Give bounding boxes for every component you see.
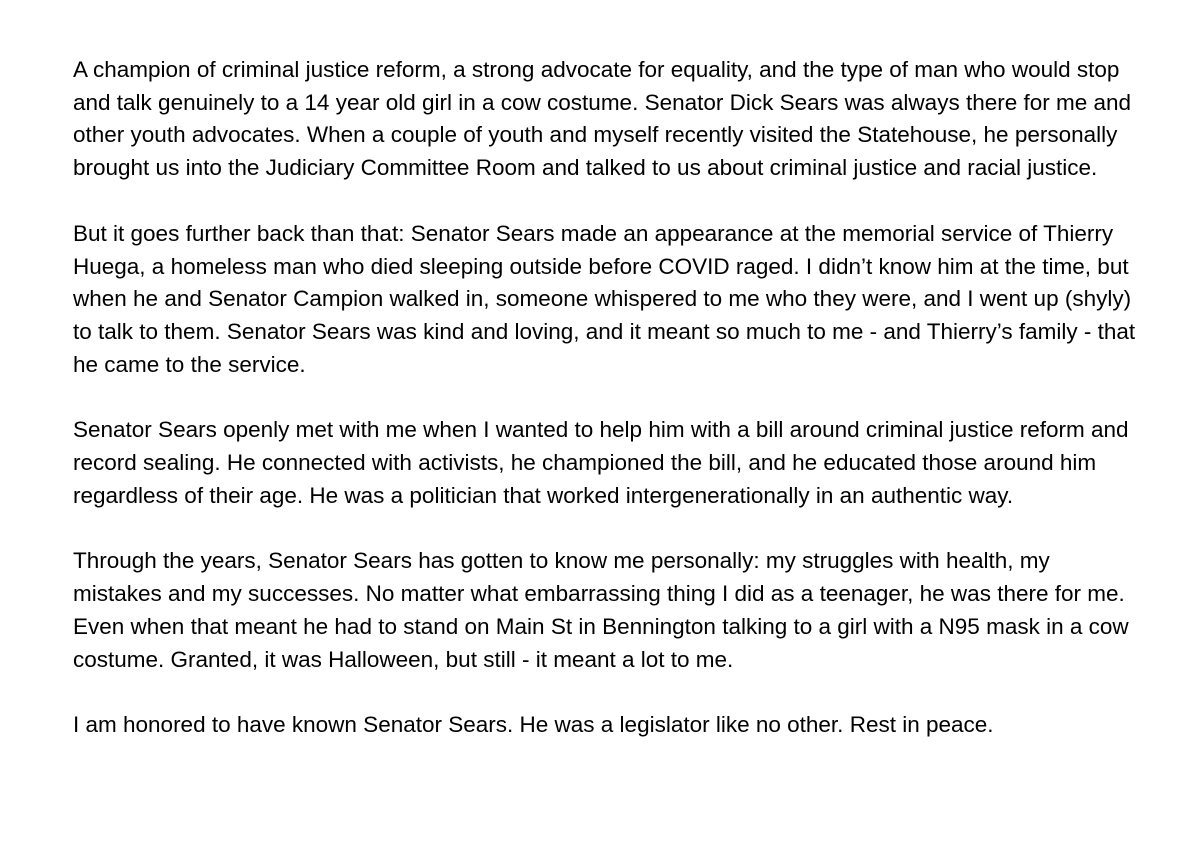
paragraph-4: Through the years, Senator Sears has gotten to know me personally: my struggles with health, my mistakes and my successes. No matter what embarrassing thing I did as a teenager, he was there for me. Even when that meant he had to stand on Main St in Bennington talking to a girl with a N95 mask in a cow costume. Granted, it was Halloween, but still - it meant a lot to me. — [73, 548, 1129, 672]
paragraph-2: But it goes further back than that: Senator Sears made an appearance at the memorial service of Thierry Huega, a homeless man who died sleeping outside before COVID raged. I didn’t know him at the time, but when he and Senator Campion walked in, someone whispered to me who they were, and I went up (shyly) to talk to them. Senator Sears was kind and loving, and it meant so much to me - and Thierry’s family - that he came to the service. — [73, 220, 1136, 377]
paragraph-1: A champion of criminal justice reform, a strong advocate for equality, and the type of man who would stop and talk genuinely to a 14 year old girl in a cow costume. Senator Dick Sears was always there for me and other youth advocates. When a couple of youth and myself recently visited the Statehouse, he personally brought us into the Judiciary Committee Room and talked to us about criminal justice and racial justice. — [73, 57, 1132, 181]
paragraph-5: I am honored to have known Senator Sears. He was a legislator like no other. Rest in peace. — [73, 712, 994, 738]
paragraph-3: Senator Sears openly met with me when I wanted to help him with a bill around criminal justice reform and record sealing. He connected with activists, he championed the bill, and he educated those around him regardless of their age. He was a politician that worked intergenerationally in an authentic way. — [73, 417, 1129, 508]
